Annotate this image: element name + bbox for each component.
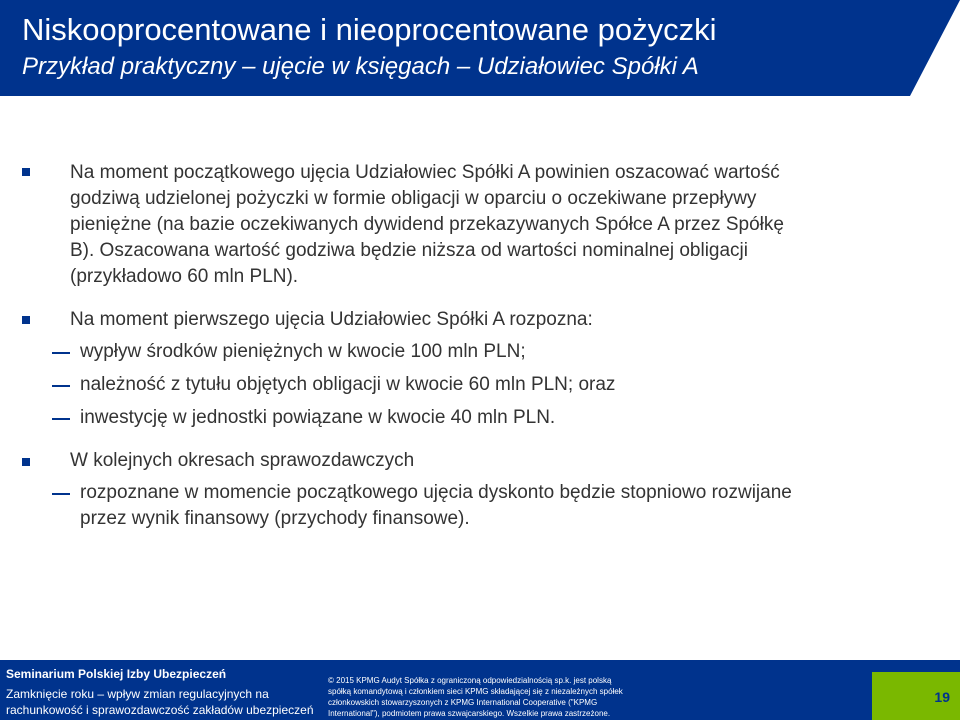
paragraph-2-item-1: wypływ środków pieniężnych w kwocie 100 mln PLN; bbox=[80, 341, 526, 362]
paragraph-3-heading: W kolejnych okresach sprawozdawczych bbox=[70, 450, 415, 471]
slide-title: Niskooprocentowane i nieoprocentowane pożyczki bbox=[22, 12, 717, 47]
paragraph-2-item-2: należność z tytułu objętych obligacji w kwocie 60 mln PLN; oraz bbox=[80, 374, 616, 395]
paragraph-2-item-3: inwestycję w jednostki powiązane w kwocie 40 mln PLN. bbox=[80, 407, 556, 428]
footer-copyright-line-1: © 2015 KPMG Audyt Spółka z ograniczoną odpowiedzialnością sp.k. jest polską bbox=[328, 676, 612, 685]
bullet-square-icon bbox=[22, 168, 30, 176]
footer-seminar-line-2: rachunkowość i sprawozdawczość zakładów ubezpieczeń bbox=[6, 703, 314, 717]
dash-bullet-icon bbox=[52, 385, 70, 387]
footer-band bbox=[0, 660, 960, 720]
footer-copyright-line-3: członkowskich stowarzyszonych z KPMG International Cooperative ("KPMG bbox=[328, 698, 598, 707]
dash-bullet-icon bbox=[52, 493, 70, 495]
dash-bullet-icon bbox=[52, 352, 70, 354]
paragraph-3-item-line-2: przez wynik finansowy (przychody finansowe). bbox=[80, 508, 470, 529]
footer-copyright-line-4: International"), podmiotem prawa szwajcarskiego. Wszelkie prawa zastrzeżone. bbox=[328, 709, 611, 718]
paragraph-1-line-2: godziwą udzielonej pożyczki w formie obligacji w oparciu o oczekiwane przepływy bbox=[70, 188, 757, 209]
footer-organization: Seminarium Polskiej Izby Ubezpieczeń bbox=[6, 667, 227, 681]
header-band bbox=[0, 0, 960, 96]
page-number: 19 bbox=[934, 689, 950, 705]
paragraph-1-line-3: pieniężne (na bazie oczekiwanych dywidend przekazywanych Spółce A przez Spółkę bbox=[70, 214, 784, 235]
paragraph-2-heading: Na moment pierwszego ujęcia Udziałowiec Spółki A rozpozna: bbox=[70, 309, 593, 330]
bullet-square-icon bbox=[22, 458, 30, 466]
footer-copyright-line-2: spółką komandytową i członkiem sieci KPMG składającej się z niezależnych spółek bbox=[328, 687, 623, 696]
paragraph-1-line-4: B). Oszacowana wartość godziwa będzie niższa od wartości nominalnej obligacji bbox=[70, 240, 748, 261]
paragraph-3-item-line-1: rozpoznane w momencie początkowego ujęcia dyskonto będzie stopniowo rozwijane bbox=[80, 482, 792, 503]
page-number-box bbox=[872, 672, 960, 720]
footer-seminar-line-1: Zamknięcie roku – wpływ zmian regulacyjnych na bbox=[6, 687, 269, 701]
dash-bullet-icon bbox=[52, 418, 70, 420]
paragraph-1-line-1: Na moment początkowego ujęcia Udziałowiec Spółki A powinien oszacować wartość bbox=[70, 162, 780, 183]
bullet-square-icon bbox=[22, 316, 30, 324]
slide-subtitle: Przykład praktyczny – ujęcie w księgach – Udziałowiec Spółki A bbox=[22, 53, 699, 80]
paragraph-1-line-5: (przykładowo 60 mln PLN). bbox=[70, 266, 299, 287]
